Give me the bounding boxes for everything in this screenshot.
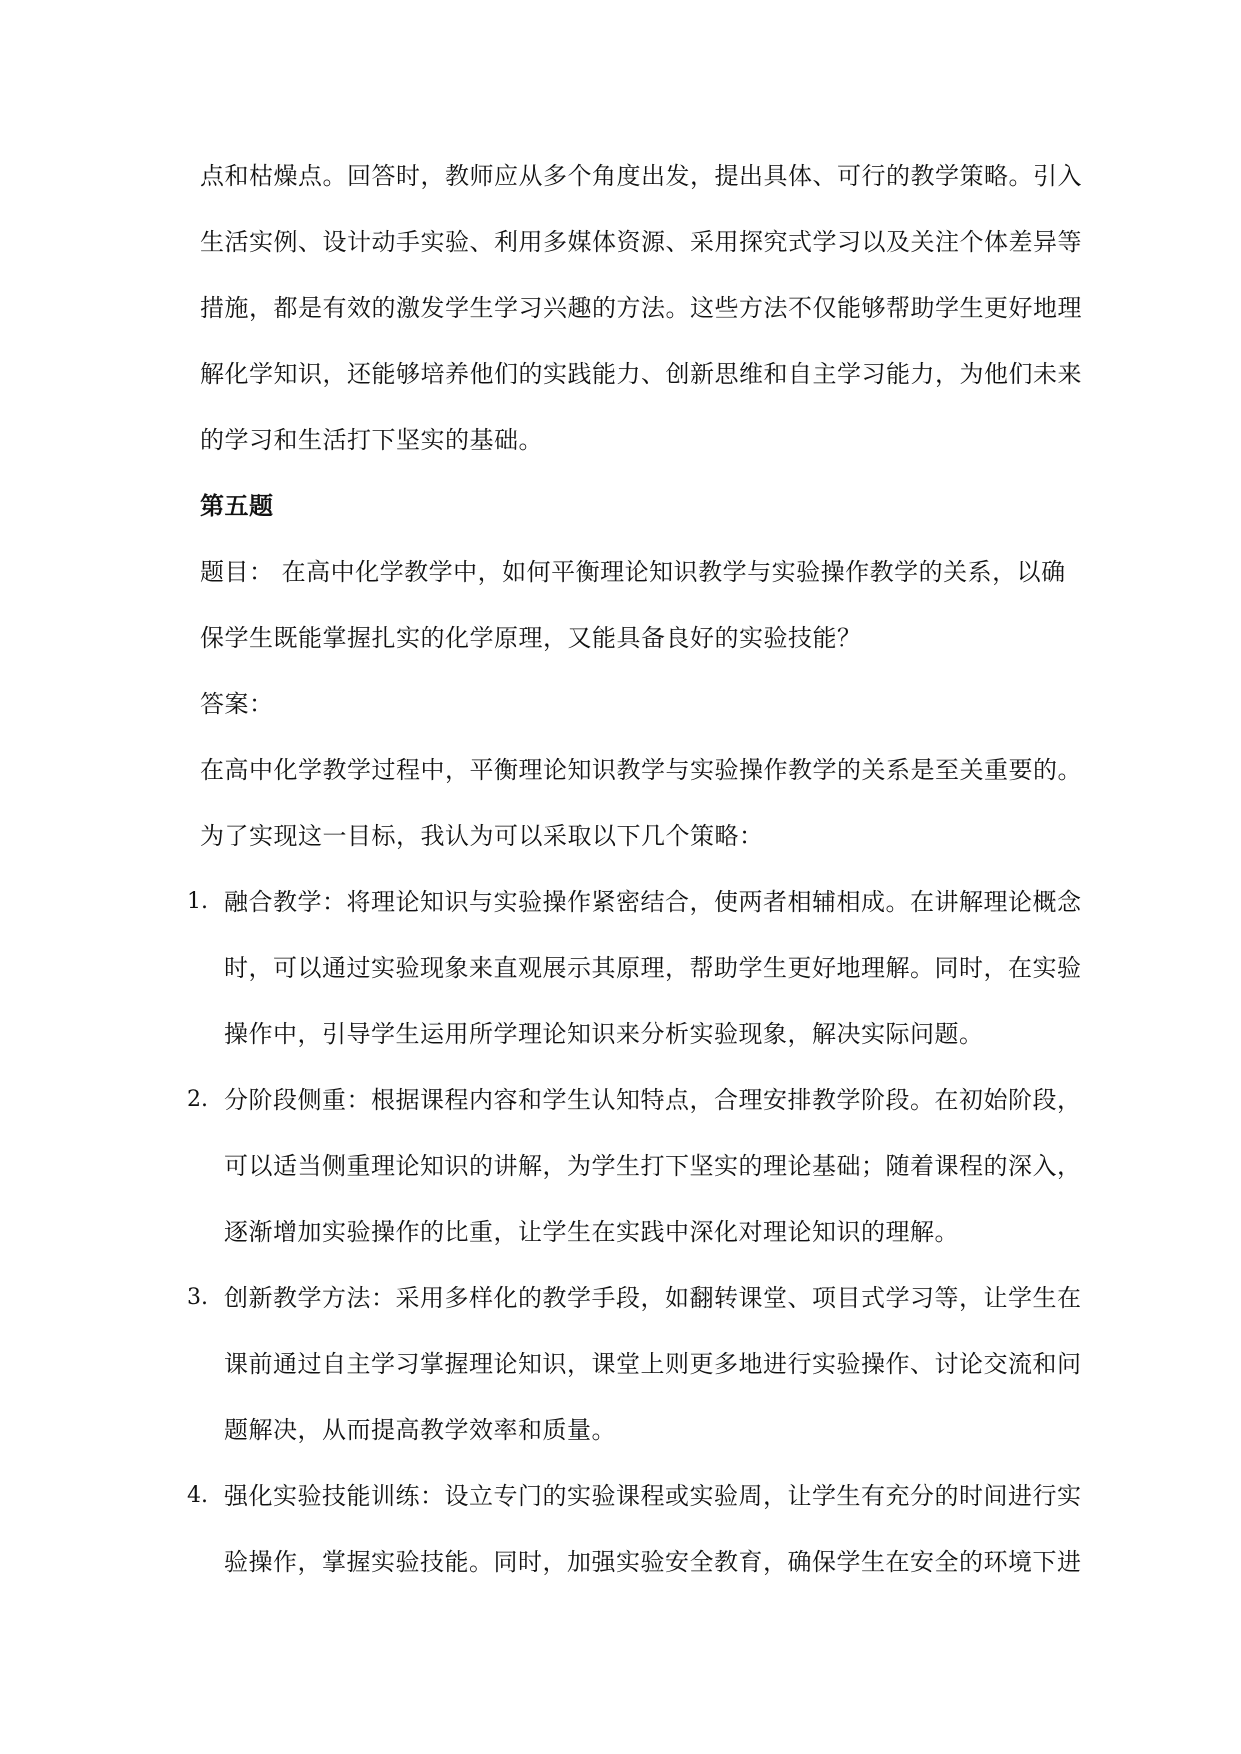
intro-line: 生活实例、设计动手实验、利用多媒体资源、采用探究式学习以及关注个体差异等: [200, 228, 1082, 256]
intro-line: 点和枯燥点。回答时，教师应从多个角度出发，提出具体、可行的教学策略。引入: [200, 162, 1082, 190]
strategy-line: 题解决，从而提高教学效率和质量。: [224, 1416, 616, 1444]
strategy-item: [187, 1265, 1100, 1463]
strategy-item: [187, 1067, 1100, 1265]
strategy-line: 逐渐增加实验操作的比重，让学生在实践中深化对理论知识的理解。: [224, 1218, 959, 1246]
question-line: 题目： 在高中化学教学中，如何平衡理论知识教学与实验操作教学的关系，以确: [200, 558, 1066, 586]
strategy-line: 时，可以通过实验现象来直观展示其原理，帮助学生更好地理解。同时，在实验: [224, 954, 1082, 982]
answer-label: 答案：: [200, 690, 274, 718]
strategy-number: 1.: [187, 889, 208, 914]
document-body: [187, 143, 1100, 1595]
strategy-line: 可以适当侧重理论知识的讲解，为学生打下坚实的理论基础；随着课程的深入，: [224, 1152, 1082, 1180]
answer-intro-line: 在高中化学教学过程中，平衡理论知识教学与实验操作教学的关系是至关重要的。: [200, 756, 1082, 784]
strategy-number: 2.: [187, 1087, 208, 1112]
strategy-item: [187, 1463, 1100, 1595]
intro-line: 的学习和生活打下坚实的基础。: [200, 426, 543, 454]
strategy-line: 融合教学：将理论知识与实验操作紧密结合，使两者相辅相成。在讲解理论概念: [224, 888, 1082, 916]
section-title: 第五题: [200, 491, 274, 520]
strategy-line: 分阶段侧重：根据课程内容和学生认知特点，合理安排教学阶段。在初始阶段，: [224, 1086, 1082, 1114]
strategy-line: 课前通过自主学习掌握理论知识，课堂上则更多地进行实验操作、讨论交流和问: [224, 1350, 1082, 1378]
question-line: 保学生既能掌握扎实的化学原理，又能具备良好的实验技能？: [200, 624, 862, 652]
answer-intro-line: 为了实现这一目标，我认为可以采取以下几个策略：: [200, 822, 764, 850]
strategy-number: 3.: [187, 1285, 208, 1310]
strategy-list: [187, 869, 1100, 1595]
intro-line: 措施，都是有效的激发学生学习兴趣的方法。这些方法不仅能够帮助学生更好地理: [200, 294, 1082, 322]
strategy-line: 验操作，掌握实验技能。同时，加强实验安全教育，确保学生在安全的环境下进: [224, 1548, 1082, 1576]
strategy-line: 强化实验技能训练：设立专门的实验课程或实验周，让学生有充分的时间进行实: [224, 1482, 1082, 1510]
strategy-line: 操作中，引导学生运用所学理论知识来分析实验现象，解决实际问题。: [224, 1020, 984, 1048]
strategy-item: [187, 869, 1100, 1067]
strategy-number: 4.: [187, 1483, 208, 1508]
strategy-line: 创新教学方法：采用多样化的教学手段，如翻转课堂、项目式学习等，让学生在: [224, 1284, 1082, 1312]
intro-line: 解化学知识，还能够培养他们的实践能力、创新思维和自主学习能力，为他们未来: [200, 360, 1082, 388]
